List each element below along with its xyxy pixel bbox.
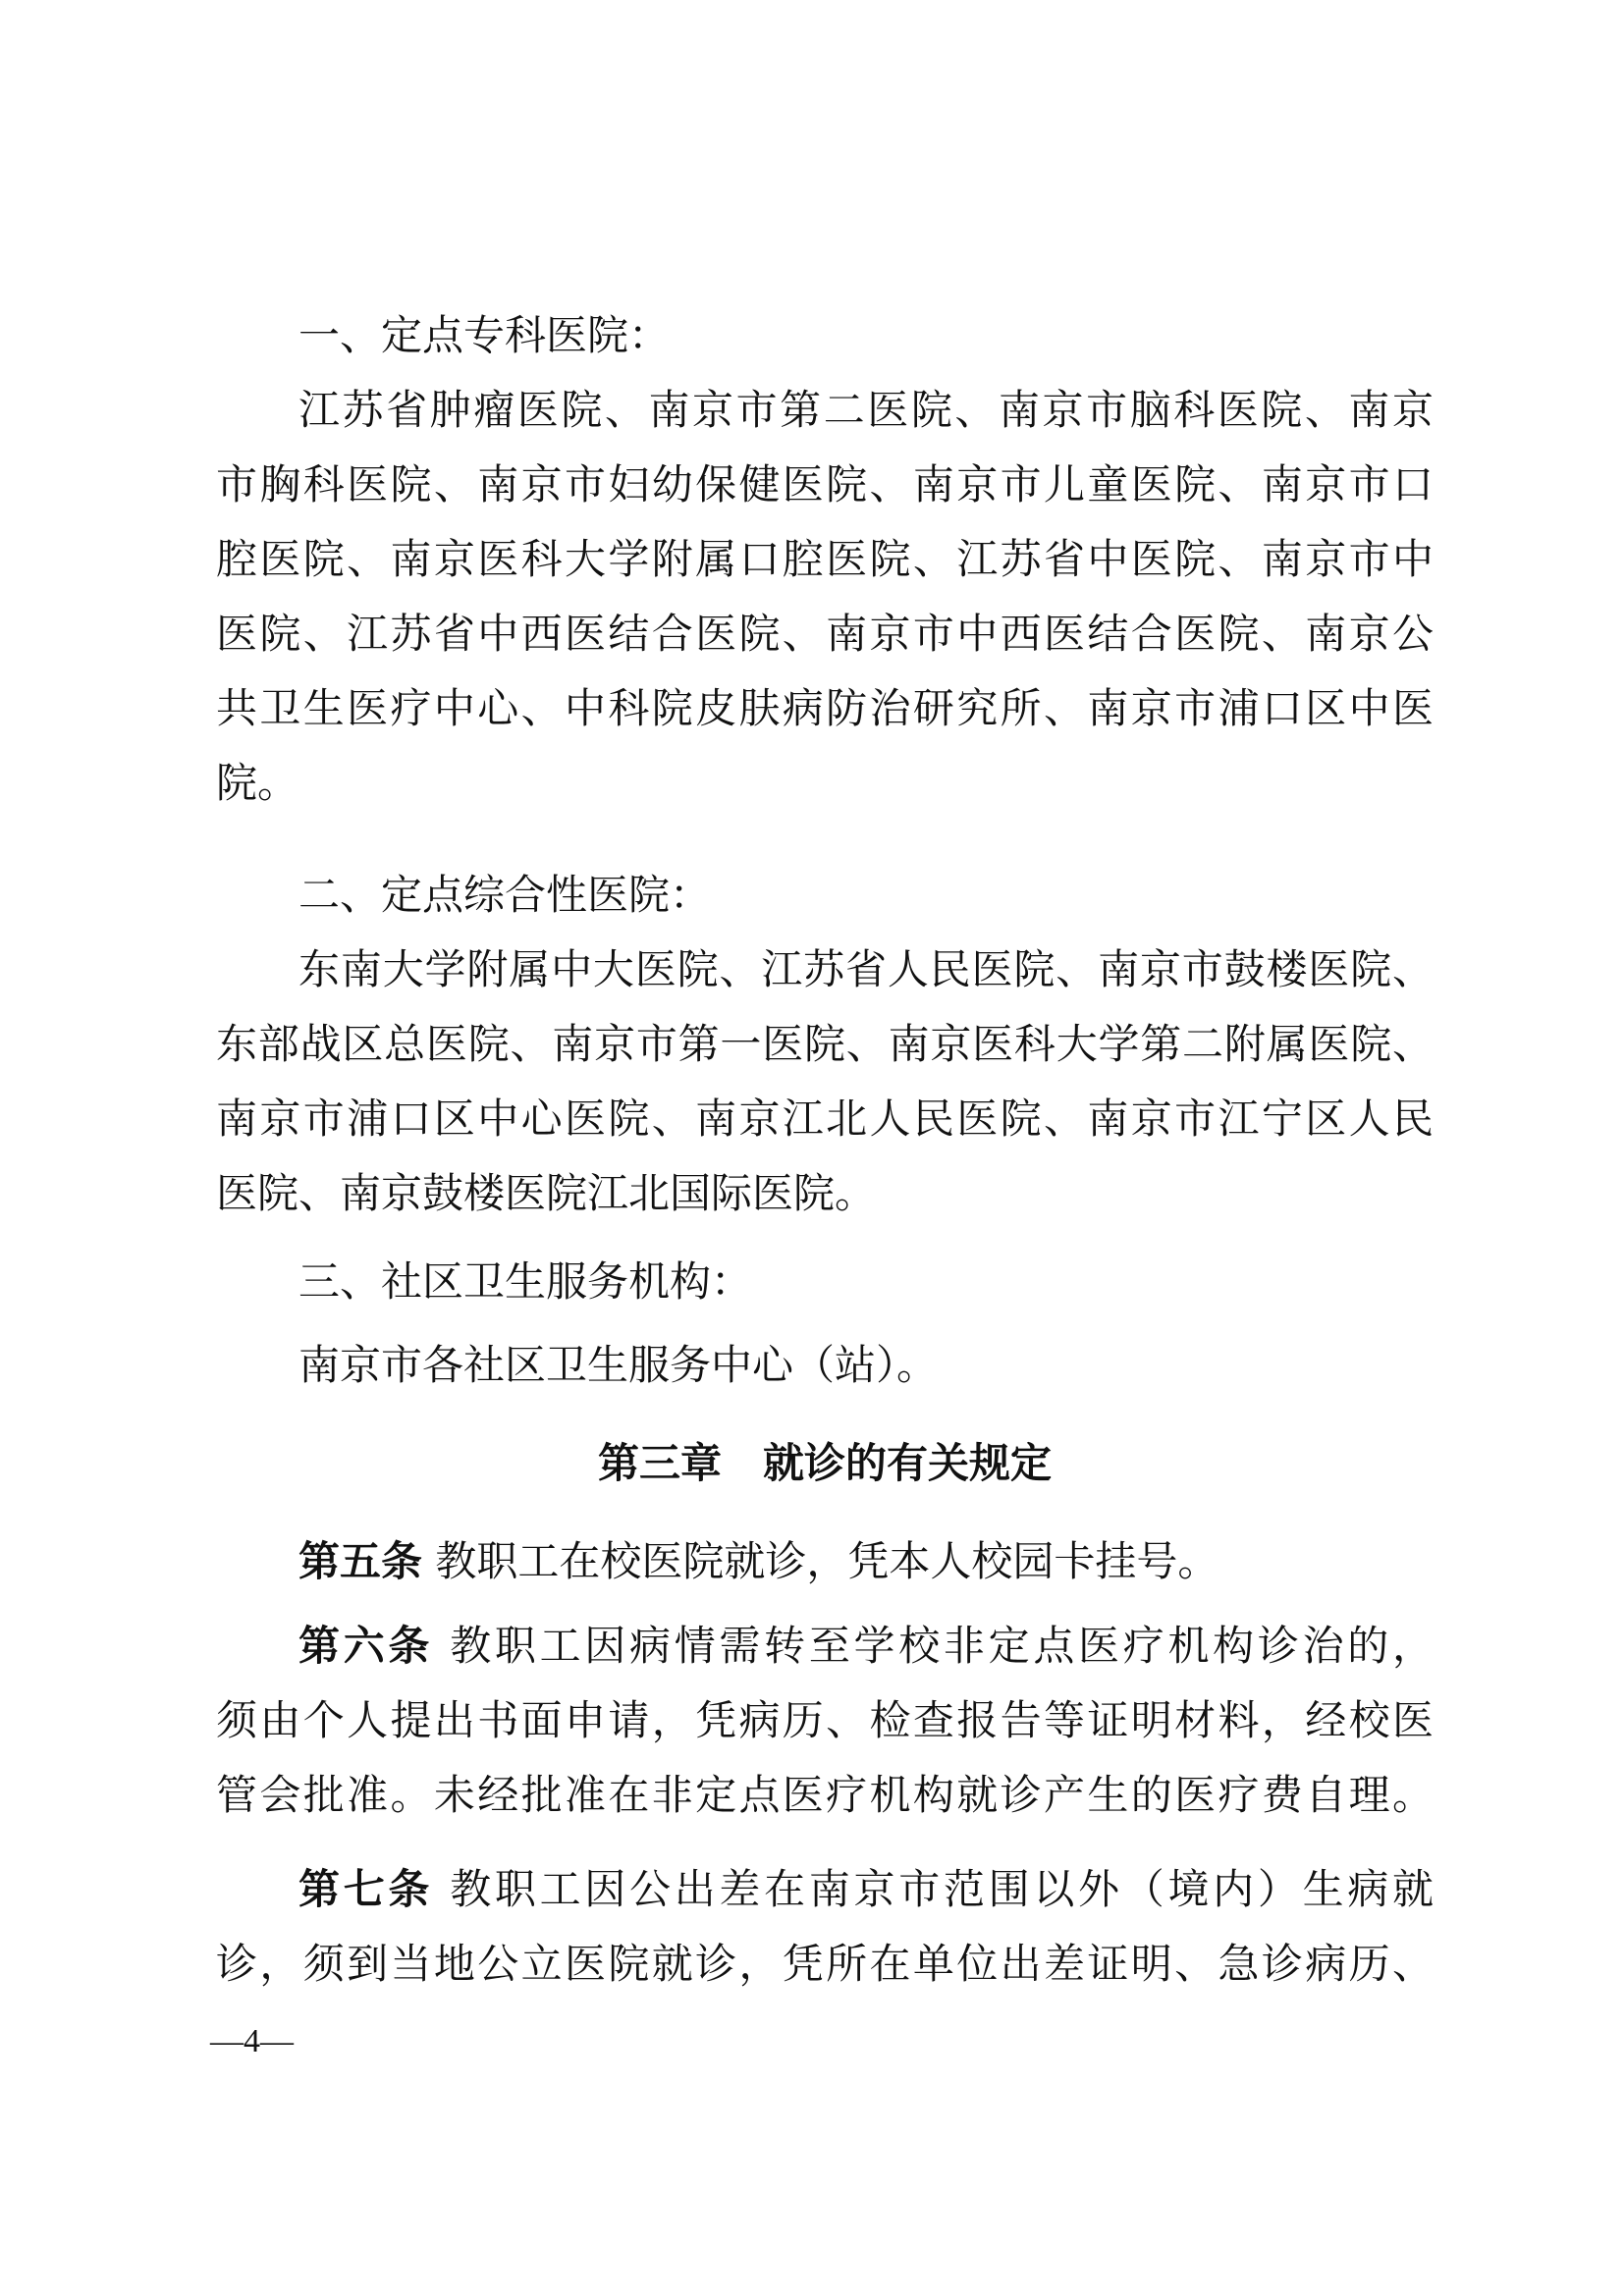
paragraph-line: 医院、南京鼓楼医院江北国际医院。 xyxy=(216,1169,877,1217)
paragraph-line: 须由个人提出书面申请，凭病历、检查报告等证明材料，经校医 xyxy=(216,1696,1434,1744)
paragraph-line: 市胸科医院、南京市妇幼保健医院、南京市儿童医院、南京市口 xyxy=(216,460,1434,508)
article-5 xyxy=(298,1518,1434,1606)
article-text: 教职工因病情需转至学校非定点医疗机构诊治的， xyxy=(450,1622,1434,1670)
section-heading-general-hospitals: 二、定点综合性医院： xyxy=(298,871,712,919)
paragraph-line: 院。 xyxy=(216,759,299,807)
paragraph-line: 南京市各社区卫生服务中心（站）。 xyxy=(298,1341,939,1389)
paragraph-line: 诊，须到当地公立医院就诊，凭所在单位出差证明、急诊病历、 xyxy=(216,1940,1434,1988)
section-heading-community-health: 三、社区卫生服务机构： xyxy=(298,1257,753,1306)
paragraph-line: 江苏省肿瘤医院、南京市第二医院、南京市脑科医院、南京 xyxy=(298,386,1434,434)
paragraph-line: 管会批准。未经批准在非定点医疗机构就诊产生的医疗费自理。 xyxy=(216,1771,1434,1819)
article-text: 教职工因公出差在南京市范围以外（境内）生病就 xyxy=(450,1865,1434,1913)
article-label: 第六条 xyxy=(298,1622,434,1670)
paragraph-line: 东部战区总医院、南京市第一医院、南京医科大学第二附属医院、 xyxy=(216,1020,1434,1068)
article-label: 第五条 xyxy=(298,1537,423,1585)
paragraph-line: 东南大学附属中大医院、江苏省人民医院、南京市鼓楼医院、 xyxy=(298,945,1434,993)
section-heading-specialty-hospitals: 一、定点专科医院： xyxy=(298,311,671,359)
paragraph-line: 南京市浦口区中心医院、南京江北人民医院、南京市江宁区人民 xyxy=(216,1095,1434,1143)
article-text: 教职工在校医院就诊，凭本人校园卡挂号。 xyxy=(435,1537,1219,1585)
paragraph-line: 腔医院、南京医科大学附属口腔医院、江苏省中医院、南京市中 xyxy=(216,535,1434,583)
paragraph-line: 共卫生医疗中心、中科院皮肤病防治研究所、南京市浦口区中医 xyxy=(216,684,1434,732)
page-number: —4— xyxy=(210,2023,294,2059)
chapter-title: 第三章 就诊的有关规定 xyxy=(597,1439,1052,1487)
article-label: 第七条 xyxy=(298,1865,434,1913)
paragraph-line: 医院、江苏省中西医结合医院、南京市中西医结合医院、南京公 xyxy=(216,610,1434,658)
